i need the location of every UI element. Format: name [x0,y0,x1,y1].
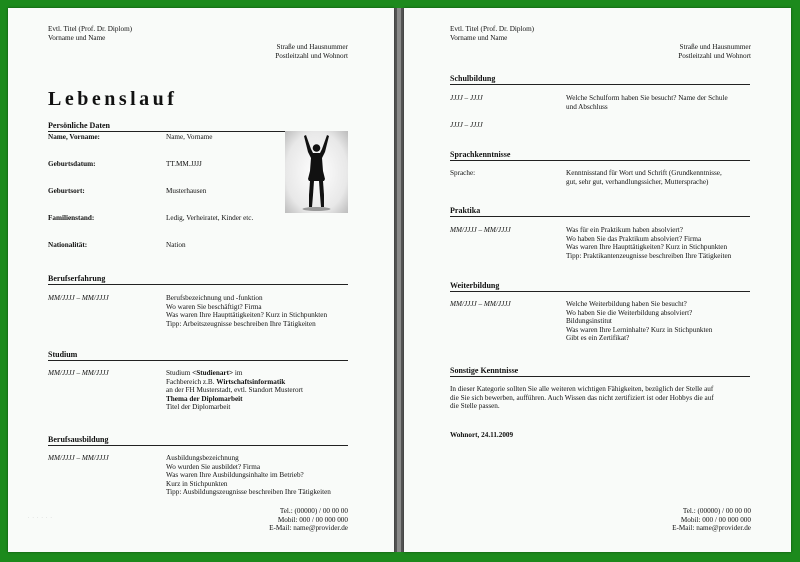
training-line: Tipp: Ausbildungszeugnisse beschreiben Ihre Tätigkeiten [166,488,331,497]
studies-line-1 [166,369,303,378]
contact-email: E-Mail: name@provider.de [269,524,348,533]
languages-line: gut, sehr gut, verhandlungssicher, Muttersprache) [566,177,709,186]
internships-line: Tipp: Praktikantenzeugnisse beschreiben Ihre Tätigkeiten [566,251,732,260]
section-heading-further: Weiterbildung [450,281,750,292]
contact-mobile: Mobil: 000 / 00 000 000 [680,515,751,524]
internships-line: Was waren Ihre Haupttätigkeiten? Kurz in Stichpunkten [566,243,728,252]
header-street-line: Straße und Hausnummer [276,43,348,51]
studies-text: Studium [166,369,193,377]
section-heading-school: Schulbildung [450,74,750,85]
internships-line: Wo haben Sie das Praktikum absolviert? Firma [566,234,702,243]
languages-details [566,169,722,186]
personal-label-birthplace: Geburtsort: [48,187,85,195]
header-address-block [678,43,751,60]
training-line: Wo wurden Sie ausbildet? Firma [166,462,261,471]
person-silhouette-icon [285,131,348,213]
personal-value-birthdate: TT.MM.JJJJ [166,160,202,168]
studies-details [166,369,303,412]
watermark: . . . . . . [28,515,53,520]
further-line: Wo haben Sie die Weiterbildung absolviert? [566,308,693,317]
personal-label-birthdate: Geburtsdatum: [48,160,96,168]
studies-line-2 [166,378,303,387]
training-line: Kurz in Stichpunkten [166,479,228,488]
contact-block [672,507,751,533]
internships-details [566,226,731,260]
experience-date: MM/JJJJ – MM/JJJJ [48,294,109,302]
personal-value-birthplace: Musterhausen [166,187,207,195]
studies-text: im [233,369,243,377]
header-name-block [48,25,132,42]
personal-label-name: Name, Vorname: [48,133,100,141]
other-details [450,385,750,411]
school-date: JJJJ – JJJJ [450,94,483,102]
languages-label: Sprache: [450,169,476,177]
studies-type: <Studienart> [192,369,234,377]
studies-text: Fachbereich z.B. [166,377,217,386]
section-heading-training: Berufsausbildung [48,435,348,446]
contact-email: E-Mail: name@provider.de [672,524,751,533]
studies-thesis-title: Titel der Diplomarbeit [166,403,231,412]
section-heading-experience: Berufserfahrung [48,274,348,285]
personal-value-name: Name, Vorname [166,133,213,141]
experience-line: Was waren Ihre Haupttätigkeiten? Kurz in Stichpunkten [166,311,328,320]
internships-date: MM/JJJJ – MM/JJJJ [450,226,511,234]
experience-details [166,294,327,328]
section-heading-languages: Sprachkenntnisse [450,150,750,161]
further-details [566,300,712,343]
personal-label-marital: Familienstand: [48,214,95,222]
further-line: Was waren Ihre Lerninhalte? Kurz in Stichpunkten [566,325,713,334]
studies-line-3: an der FH Musterstadt, evtl. Standort Musterort [166,386,303,395]
other-line: In dieser Kategorie sollten Sie alle weiteren wichtigen Fähigkeiten, bezüglich der Stelle auf [450,385,714,393]
page-gutter [394,8,404,552]
experience-line: Berufsbezeichnung und -funktion [166,294,263,302]
header-name-line: Vorname und Name [450,33,508,42]
personal-value-nationality: Nation [166,241,186,249]
section-heading-studies: Studium [48,350,348,361]
studies-thesis-label: Thema der Diplomarbeit [166,394,243,403]
header-address-block [275,43,348,60]
header-name-block [450,25,534,42]
contact-phone: Tel.: (00000) / 00 00 00 [682,507,751,515]
other-line: die Sie sich bewerben, aufführen. Auch Wissen das nicht zertifiziert ist oder Hobbys die auf [450,393,714,402]
experience-line: Tipp: Arbeitszeugnisse beschreiben Ihre Tätigkeiten [166,319,316,328]
training-line: Was waren Ihre Ausbildungsinhalte im Betrieb? [166,471,304,480]
header-city-line: Postleitzahl und Wohnort [275,51,348,60]
personal-label-nationality: Nationalität: [48,241,88,249]
studies-date: MM/JJJJ – MM/JJJJ [48,369,109,377]
profile-photo [285,131,348,213]
school-line: und Abschluss [566,102,608,111]
languages-line: Kenntnisstand für Wort und Schrift (Grundkenntnisse, [566,169,722,177]
training-line: Ausbildungsbezeichnung [166,454,239,462]
header-name-line: Vorname und Name [48,33,106,42]
training-details [166,454,331,497]
school-line: Welche Schulform haben Sie besucht? Name der Schule [566,94,728,102]
other-line: die Stelle passen. [450,402,500,411]
cv-page-1 [8,8,394,552]
further-line: Gibt es ein Zertifikat? [566,334,630,343]
header-city-line: Postleitzahl und Wohnort [678,51,751,60]
header-street-line: Straße und Hausnummer [679,43,751,51]
section-heading-internships: Praktika [450,206,750,217]
header-title-line: Evtl. Titel (Prof. Dr. Diplom) [48,25,133,33]
page-title: Lebenslauf [48,88,178,110]
personal-value-marital: Ledig, Verheiratet, Kinder etc. [166,214,254,222]
header-title-line: Evtl. Titel (Prof. Dr. Diplom) [450,25,535,33]
school-date: JJJJ – JJJJ [450,121,483,129]
contact-block [269,507,348,533]
section-heading-personal: Persönliche Daten [48,121,348,132]
place-date: Wohnort, 24.11.2009 [450,431,514,439]
further-line: Welche Weiterbildung haben Sie besucht? [566,300,687,308]
cv-page-2 [404,8,791,552]
section-heading-other: Sonstige Kenntnisse [450,366,750,377]
contact-phone: Tel.: (00000) / 00 00 00 [279,507,348,515]
studies-field: Wirtschaftsinformatik [216,377,286,386]
further-date: MM/JJJJ – MM/JJJJ [450,300,511,308]
contact-mobile: Mobil: 000 / 00 000 000 [277,515,348,524]
school-details [566,94,728,111]
experience-line: Wo waren Sie beschäftigt? Firma [166,302,262,311]
training-date: MM/JJJJ – MM/JJJJ [48,454,109,462]
further-line: Bildungsinstitut [566,317,612,326]
internships-line: Was für ein Praktikum haben absolviert? [566,226,683,234]
